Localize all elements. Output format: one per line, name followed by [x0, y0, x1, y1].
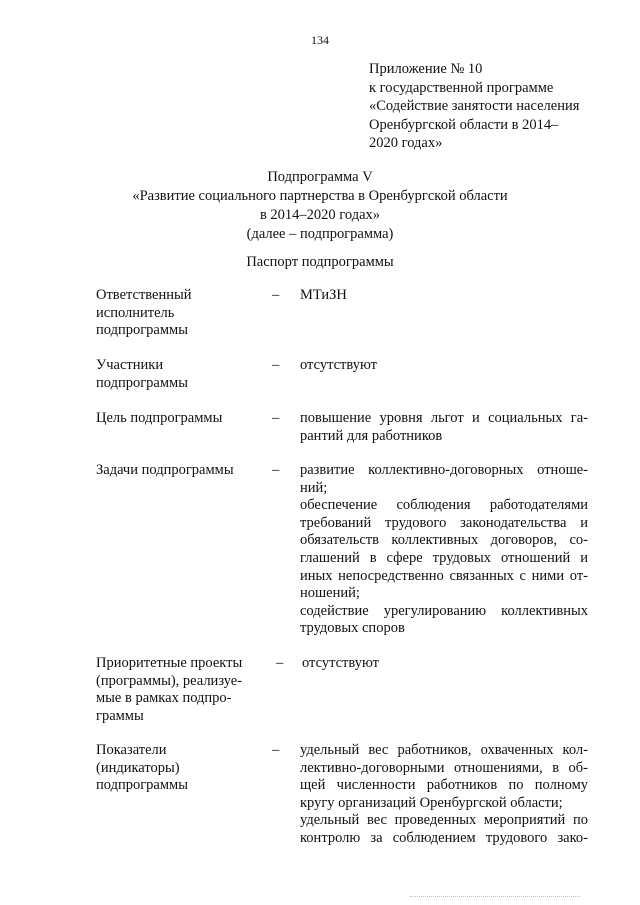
row-label-line: подпрограммы: [96, 322, 188, 339]
subprogram-title-line: (далее – подпрограмма): [246, 226, 394, 242]
row-label-line: Ответственный: [96, 287, 192, 303]
row-label: [96, 357, 271, 392]
row-value-line: отсутствуют: [300, 357, 377, 373]
row-dash: –: [272, 410, 280, 426]
row-label: [96, 655, 271, 725]
scan-artifact-line: [410, 896, 580, 901]
row-value-line: отсутствуют: [302, 655, 379, 671]
row-value-line: кругу организаций Оренбургской области;: [300, 794, 563, 811]
row-value-line: содействие урегулированию коллективных: [300, 602, 588, 619]
row-label-line: подпрограммы: [96, 374, 188, 391]
passport-title: Паспорт подпрограммы: [246, 254, 394, 270]
row-value-line: глашений в сфере трудовых отношений и: [300, 549, 588, 566]
row-label-line: Цель подпрограммы: [96, 410, 223, 426]
row-dash: –: [276, 655, 284, 671]
row-dash: –: [272, 462, 280, 478]
row-value-line: ношений;: [300, 585, 360, 602]
row-dash: –: [272, 287, 280, 303]
row-label-line: подпрограммы: [96, 777, 188, 794]
page-number: 134: [311, 33, 329, 47]
row-label: [96, 742, 271, 795]
row-value: [300, 410, 588, 445]
row-label-line: (программы), реализуе-: [96, 672, 243, 689]
row-value-line: повышение уровня льгот и социальных га-: [300, 410, 588, 426]
row-value: [300, 287, 588, 305]
row-value: [300, 462, 588, 638]
row-label: [96, 287, 271, 340]
row-value-line: ний;: [300, 479, 328, 496]
row-label-line: мые в рамках подпро-: [96, 690, 232, 707]
row-label-line: граммы: [96, 707, 144, 724]
row-label: [96, 462, 271, 480]
row-value-line: иных непосредственно связанных с ними от-: [300, 567, 588, 584]
row-value-line: удельный вес проведенных мероприятий по: [300, 812, 588, 829]
row-value-line: контролю за соблюдением трудового зако-: [300, 829, 588, 846]
subprogram-title-line: в 2014–2020 годах»: [259, 207, 381, 223]
row-value-line: лективно-договорными отношениями, в об-: [300, 759, 588, 776]
appendix-line: Оренбургской области в 2014–: [369, 116, 559, 133]
appendix-line: Приложение № 10: [369, 61, 483, 77]
row-label: [96, 410, 271, 428]
row-label-line: исполнитель: [96, 304, 175, 321]
row-value: [300, 357, 588, 375]
appendix-line: «Содействие занятости населения: [369, 98, 580, 114]
row-value-line: рантий для работников: [300, 427, 443, 444]
row-label-line: Приоритетные проекты: [96, 655, 243, 671]
row-value-line: МТиЗН: [300, 287, 347, 303]
row-dash: –: [272, 742, 280, 758]
row-dash: –: [272, 357, 280, 373]
appendix-heading: [369, 60, 619, 153]
row-label-line: (индикаторы): [96, 759, 180, 776]
row-value-line: развитие коллективно-договорных отноше-: [300, 462, 588, 478]
appendix-line: к государственной программе: [369, 79, 554, 96]
row-value-line: требований трудового законодательства и: [300, 514, 588, 531]
appendix-line: 2020 годах»: [369, 135, 443, 151]
row-value-line: обязательств коллективных договоров, со-: [300, 532, 588, 549]
row-label-line: Участники: [96, 357, 164, 373]
row-label-line: Задачи подпрограммы: [96, 462, 234, 478]
row-value-line: трудовых споров: [300, 620, 405, 637]
row-value-line: обеспечение соблюдения работодателями: [300, 497, 588, 514]
subprogram-title-line: «Развитие социального партнерства в Оренбургской области: [132, 188, 508, 204]
row-value-line: удельный вес работников, охваченных кол-: [300, 742, 588, 758]
row-value-line: щей численности работников по полному: [300, 777, 588, 794]
subprogram-title-line: Подпрограмма V: [267, 169, 373, 185]
row-value: [300, 742, 588, 848]
row-value: [302, 655, 590, 673]
row-label-line: Показатели: [96, 742, 167, 758]
subprogram-title: [0, 168, 640, 244]
